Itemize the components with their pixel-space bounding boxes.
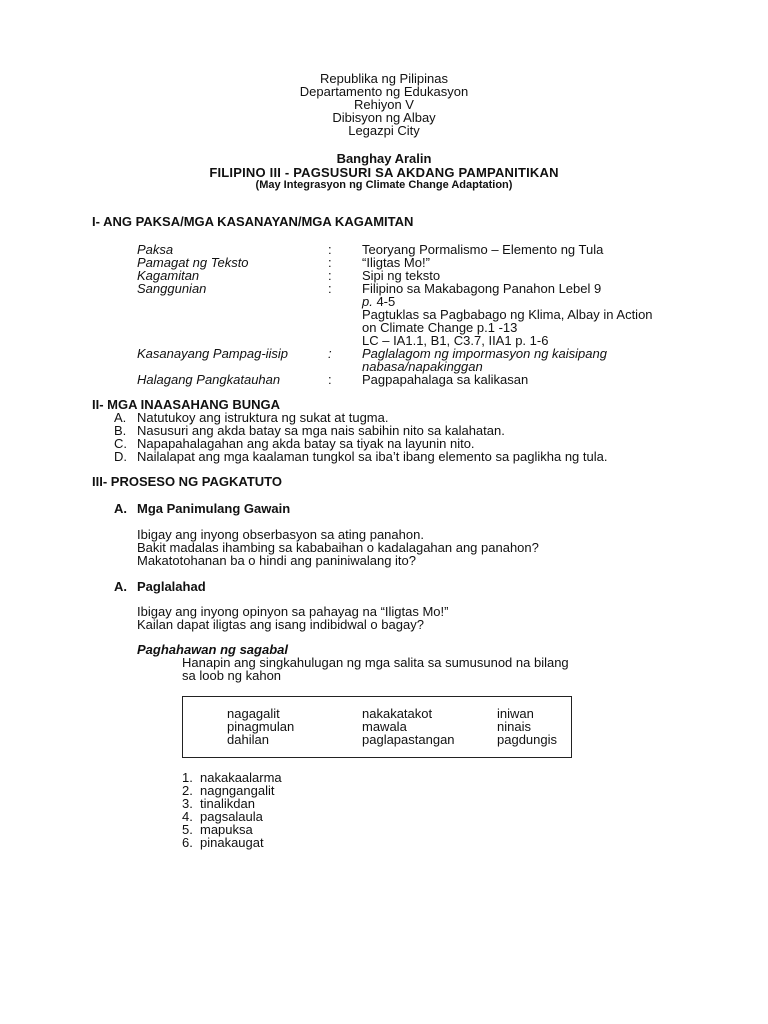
numbered-item: pagsalaula: [200, 809, 263, 824]
label-pamagat: Pamagat ng Teksto: [137, 255, 249, 270]
section-1-heading: I- ANG PAKSA/MGA KASANAYAN/MGA KAGAMITAN: [92, 214, 414, 229]
label-sanggunian: Sanggunian: [137, 281, 207, 296]
label-kagamitan: Kagamitan: [137, 268, 200, 283]
header-line-1: Republika ng Pilipinas: [320, 71, 448, 86]
value-sanggunian: Filipino sa Makabagong Panahon Lebel 9: [362, 281, 602, 296]
document-note: (May Integrasyon ng Climate Change Adaptation): [255, 179, 513, 191]
value-halaga: Pagpapahalaga sa kalikasan: [362, 372, 529, 387]
list-item: Napapahalagahan ang akda batay sa tiyak na layunin nito.: [137, 436, 475, 451]
section-3-heading: III- PROSESO NG PAGKATUTO: [92, 474, 282, 489]
box-word: ninais: [497, 719, 531, 734]
document-title: Banghay Aralin: [336, 151, 432, 166]
numbered-item: pinakaugat: [200, 835, 264, 850]
colon: :: [328, 268, 332, 283]
label-halaga: Halagang Pangkatauhan: [137, 372, 281, 387]
list-item-letter: D.: [114, 449, 127, 464]
subsection-letter: A.: [114, 501, 127, 516]
list-item: Natutukoy ang istruktura ng sukat at tugma.: [137, 410, 389, 425]
page-range: 4-5: [372, 294, 396, 309]
colon: :: [328, 281, 332, 296]
box-word: pagdungis: [497, 732, 557, 747]
value-paksa: Teoryang Pormalismo – Elemento ng Tula: [362, 242, 604, 257]
paghahawan-instruction-2: sa loob ng kahon: [182, 668, 282, 683]
box-word: dahilan: [227, 732, 269, 747]
colon: :: [328, 372, 332, 387]
page-prefix: p.: [362, 294, 373, 309]
panimula-line: Ibigay ang inyong obserbasyon sa ating panahon.: [137, 527, 424, 542]
numbered-item: nakakaalarma: [200, 770, 282, 785]
box-word: mawala: [362, 719, 407, 734]
numbered-item: nagngangalit: [200, 783, 275, 798]
box-word: iniwan: [497, 706, 534, 721]
value-sanggunian-4: LC – IA1.1, B1, C3.7, IIA1 p. 1-6: [362, 333, 549, 348]
paghahawan-title: Paghahawan ng sagabal: [137, 642, 288, 657]
numbered-item-number: 5.: [182, 822, 193, 837]
header-line-3: Rehiyon V: [354, 97, 414, 112]
subsection-panimula-title: Mga Panimulang Gawain: [137, 501, 291, 516]
value-kasanayan-2: nabasa/napakinggan: [362, 359, 483, 374]
colon: :: [328, 346, 332, 361]
box-word: nagagalit: [227, 706, 280, 721]
box-word: pinagmulan: [227, 719, 295, 734]
value-pamagat: “Iligtas Mo!”: [362, 255, 430, 270]
numbered-item-number: 6.: [182, 835, 193, 850]
header-line-5: Legazpi City: [348, 123, 420, 138]
subsection-paglalahad-title: Paglalahad: [137, 579, 206, 594]
box-word: paglapastangan: [362, 732, 455, 747]
header-line-2: Departamento ng Edukasyon: [299, 84, 469, 99]
colon: :: [328, 242, 332, 257]
panimula-line: Makatotohanan ba o hindi ang paniniwalang ito?: [137, 553, 416, 568]
list-item: Nailalapat ang mga kaalaman tungkol sa iba’t ibang elemento sa paglikha ng tula.: [137, 449, 608, 464]
document-subtitle: FILIPINO III - PAGSUSURI SA AKDANG PAMPANITIKAN: [209, 165, 559, 180]
paglalahad-line: Kailan dapat iligtas ang isang indibidwal o bagay?: [137, 617, 424, 632]
list-item-letter: B.: [114, 423, 127, 438]
subsection-letter: A.: [114, 579, 127, 594]
numbered-item-number: 1.: [182, 770, 193, 785]
box-word: nakakatakot: [362, 706, 433, 721]
list-item-letter: C.: [114, 436, 127, 451]
value-kasanayan-1: Paglalagom ng impormasyon ng kaisipang: [362, 346, 607, 361]
colon: :: [328, 255, 332, 270]
label-paksa: Paksa: [137, 242, 174, 257]
paglalahad-line: Ibigay ang inyong opinyon sa pahayag na “Iligtas Mo!”: [137, 604, 449, 619]
header-line-4: Dibisyon ng Albay: [332, 110, 436, 125]
list-item-letter: A.: [114, 410, 127, 425]
numbered-item: mapuksa: [200, 822, 253, 837]
value-sanggunian-2: Pagtuklas sa Pagbabago ng Klima, Albay in Action: [362, 307, 653, 322]
label-kasanayan: Kasanayang Pampag-iisip: [137, 346, 289, 361]
list-item: Nasusuri ang akda batay sa mga nais sabihin nito sa kalahatan.: [137, 423, 505, 438]
value-sanggunian-3: on Climate Change p.1 -13: [362, 320, 518, 335]
numbered-item-number: 2.: [182, 783, 193, 798]
numbered-item-number: 3.: [182, 796, 193, 811]
numbered-item-number: 4.: [182, 809, 193, 824]
numbered-item: tinalikdan: [200, 796, 255, 811]
panimula-line: Bakit madalas ihambing sa kababaihan o kadalagahan ang panahon?: [137, 540, 539, 555]
paghahawan-instruction-1: Hanapin ang singkahulugan ng mga salita sa sumusunod na bilang: [182, 655, 569, 670]
value-kagamitan: Sipi ng teksto: [362, 268, 441, 283]
section-2-heading: II- MGA INAASAHANG BUNGA: [92, 397, 281, 412]
